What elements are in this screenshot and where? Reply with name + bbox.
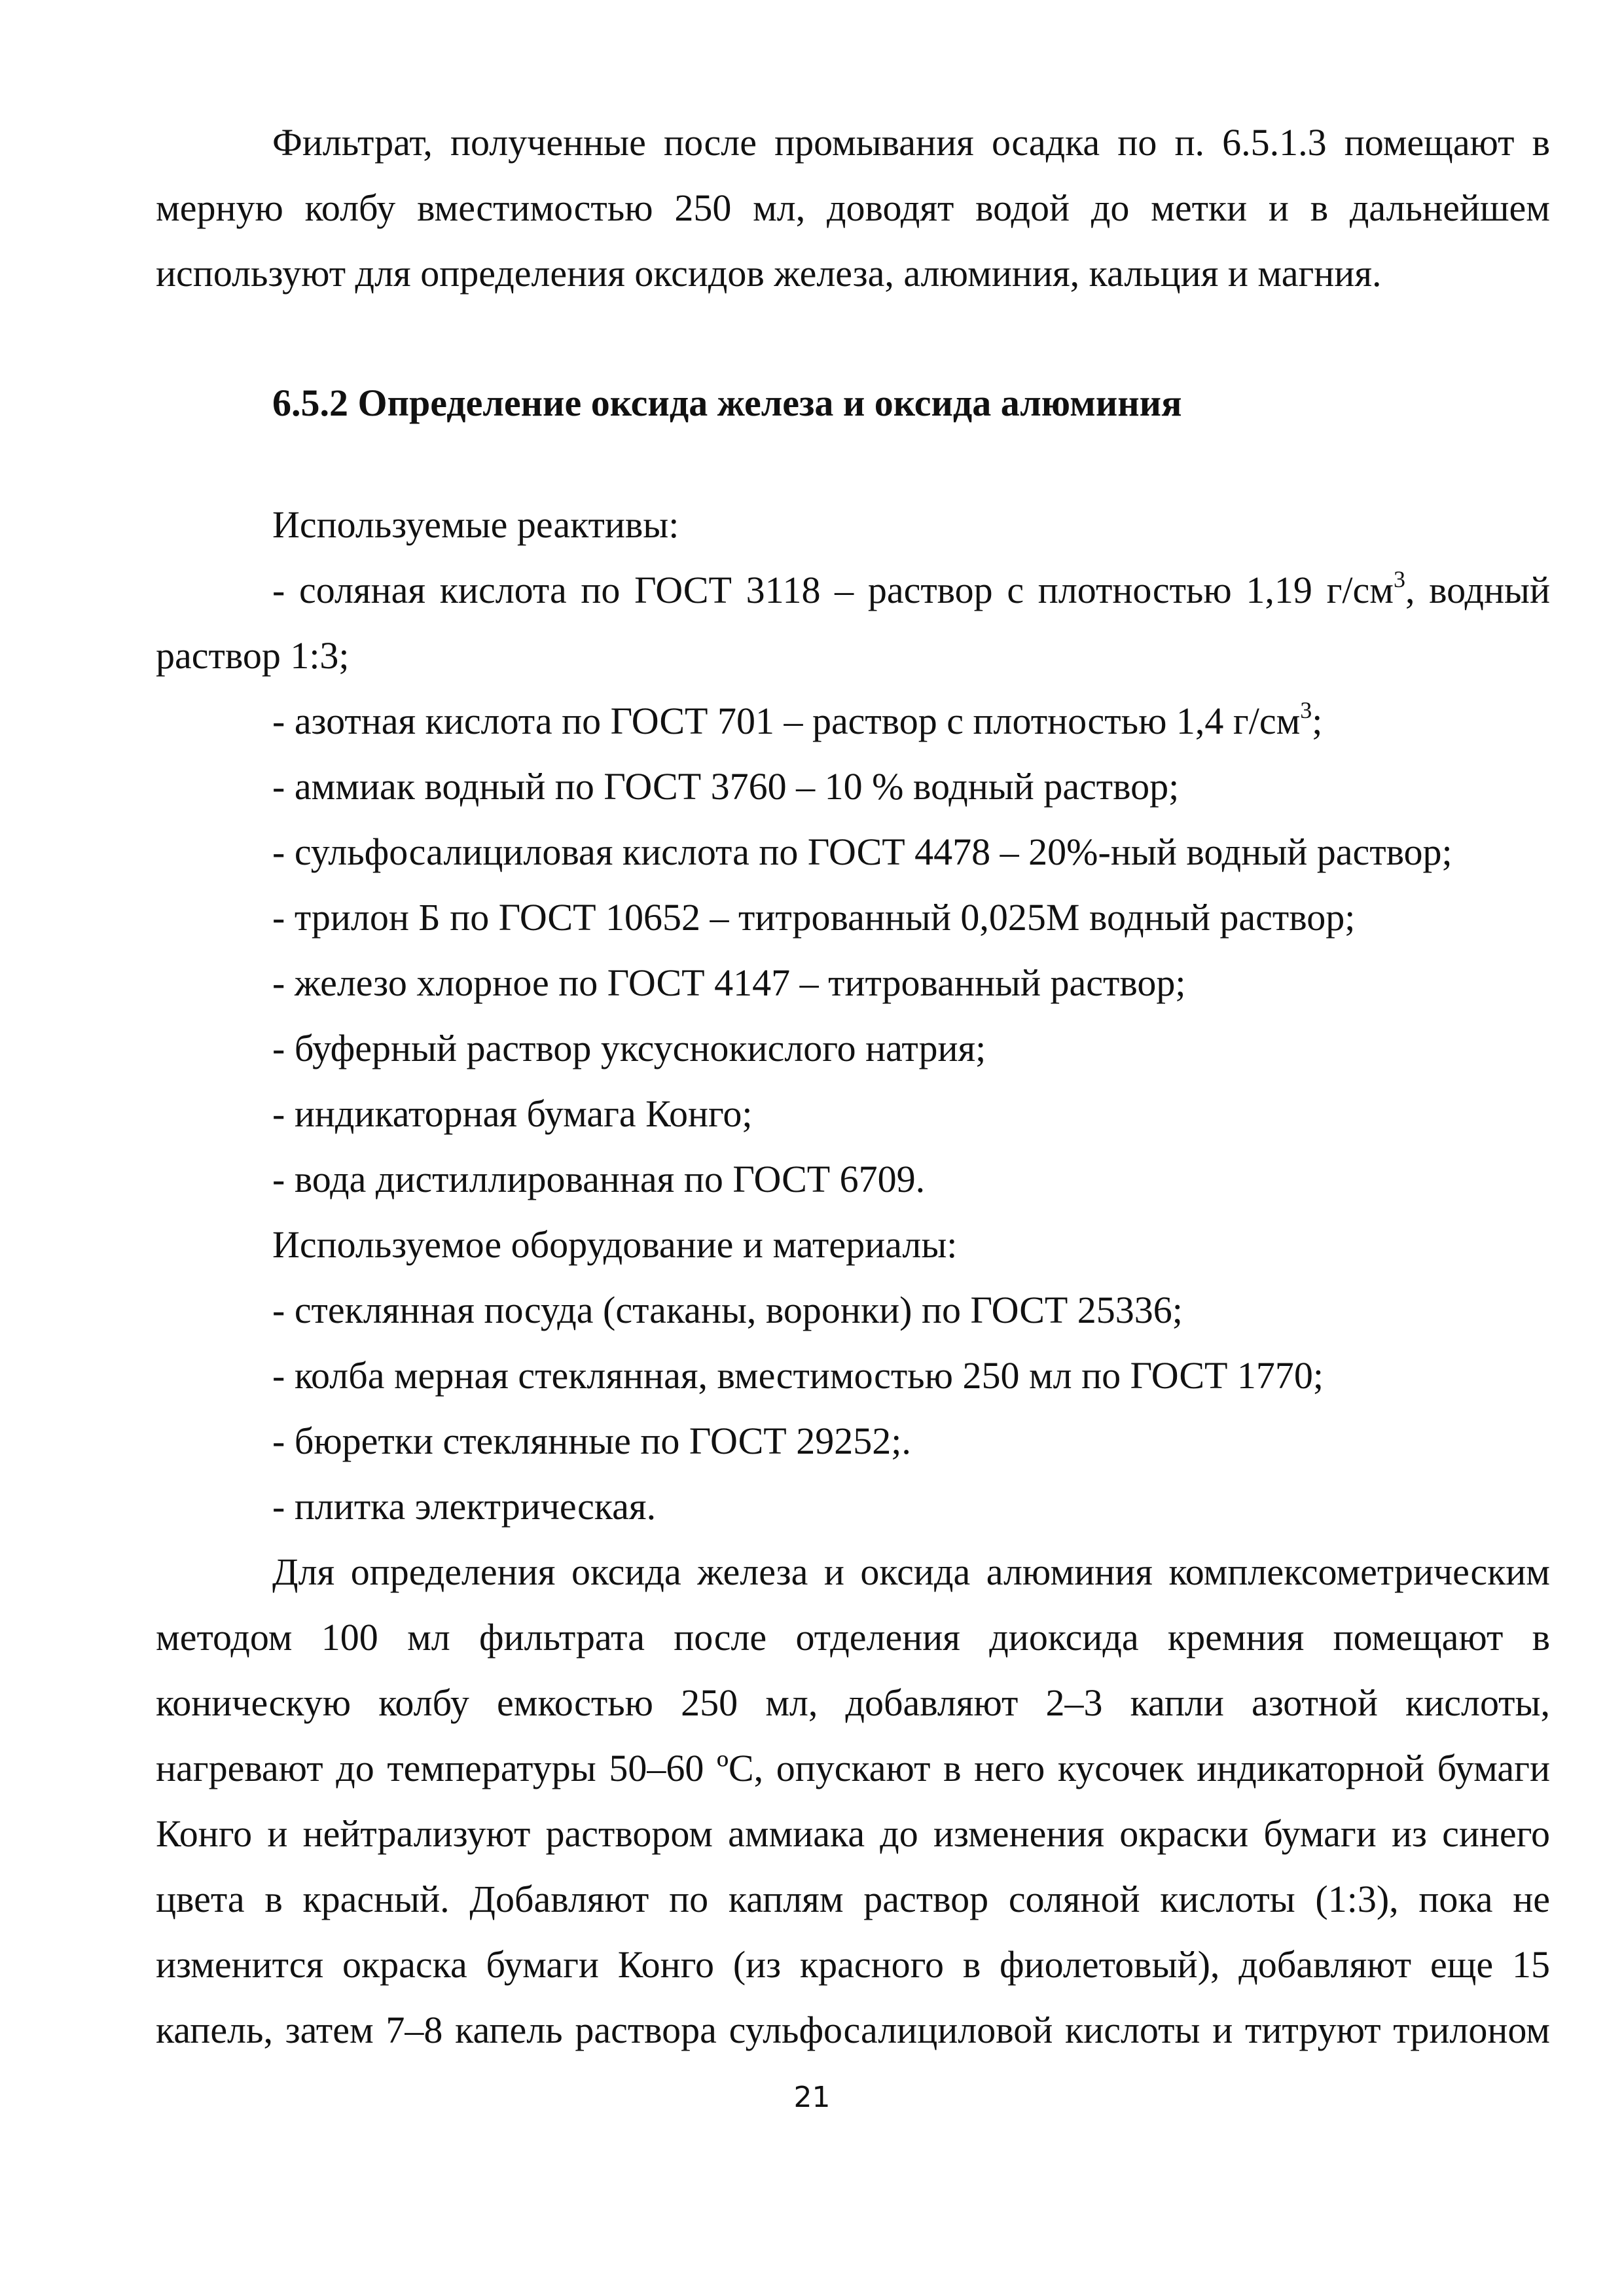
reagent-hydrochloric-line2: раствор 1:3; <box>156 634 350 677</box>
intro-paragraph: Фильтрат, полученные после промывания осадка по п. 6.5.1.3 помещают в мерную колбу вместимостью 250 мл, доводят водой до метки и в дальнейшем используют для определения оксидов железа, алюминия, кальция и магния. <box>156 121 1550 295</box>
equipment-item: - бюретки стеклянные по ГОСТ 29252;. <box>272 1420 911 1462</box>
intro-block <box>156 110 1550 306</box>
reagent-nitric-text-end: ; <box>1312 700 1323 742</box>
equipment-title: Используемое оборудование и материалы: <box>272 1223 958 1266</box>
reagent-hydrochloric-text: - соляная кислота по ГОСТ 3118 – раствор с плотностью 1,19 г/см <box>272 569 1394 611</box>
reagent-item: - вода дистиллированная по ГОСТ 6709. <box>272 1158 926 1200</box>
superscript-3: 3 <box>1300 697 1312 723</box>
reagent-nitric <box>156 689 1550 754</box>
reagent-nitric-text: - азотная кислота по ГОСТ 701 – раствор с плотностью 1,4 г/см <box>272 700 1301 742</box>
reagent-item: - железо хлорное по ГОСТ 4147 – титрованный раствор; <box>272 961 1186 1004</box>
equipment-item: - стеклянная посуда (стаканы, воронки) по ГОСТ 25336; <box>272 1289 1183 1331</box>
equipment-item: - колба мерная стеклянная, вместимостью 250 мл по ГОСТ 1770; <box>272 1354 1324 1397</box>
reagent-item: - аммиак водный по ГОСТ 3760 – 10 % водный раствор; <box>272 765 1180 808</box>
reagent-hydrochloric-line1 <box>156 558 1550 623</box>
reagent-item: - индикаторная бумага Конго; <box>272 1092 753 1135</box>
section-heading: 6.5.2 Определение оксида железа и оксида алюминия <box>272 382 1182 424</box>
superscript-3: 3 <box>1393 566 1405 592</box>
page-number: 21 <box>793 2081 831 2114</box>
reagent-hydrochloric-text-end: , водный <box>1405 569 1551 611</box>
procedure-paragraph: Для определения оксида железа и оксида алюминия комплексометрическим методом 100 мл фильтрата после отделения диоксида кремния помещают в коническую колбу емкостью 250 мл, добавляют 2–3 капли азотной кислоты, нагревают до температуры 50–60 ºС, опускают в него кусочек индикаторной бумаги Конго и нейтрализуют раствором аммиака до изменения окраски бумаги из синего цвета в красный. Добавляют по каплям раствор соляной кислоты (1:3), пока не изменится окраска бумаги Конго (из красного в фиолетовый), добавляют еще 15 капель, затем 7–8 капель раствора сульфосалициловой кислоты и титруют трилоном <box>156 1551 1550 2051</box>
heading-block <box>156 370 1550 436</box>
equipment-item: - плитка электрическая. <box>272 1485 657 1528</box>
reagents-block <box>156 492 1550 2063</box>
reagent-item: - трилон Б по ГОСТ 10652 – титрованный 0,025М водный раствор; <box>272 896 1356 939</box>
reagent-item: - сульфосалициловая кислота по ГОСТ 4478 – 20%-ный водный раствор; <box>272 831 1453 873</box>
reagents-title: Используемые реактивы: <box>272 503 679 546</box>
reagent-item: - буферный раствор уксуснокислого натрия; <box>272 1027 986 1069</box>
